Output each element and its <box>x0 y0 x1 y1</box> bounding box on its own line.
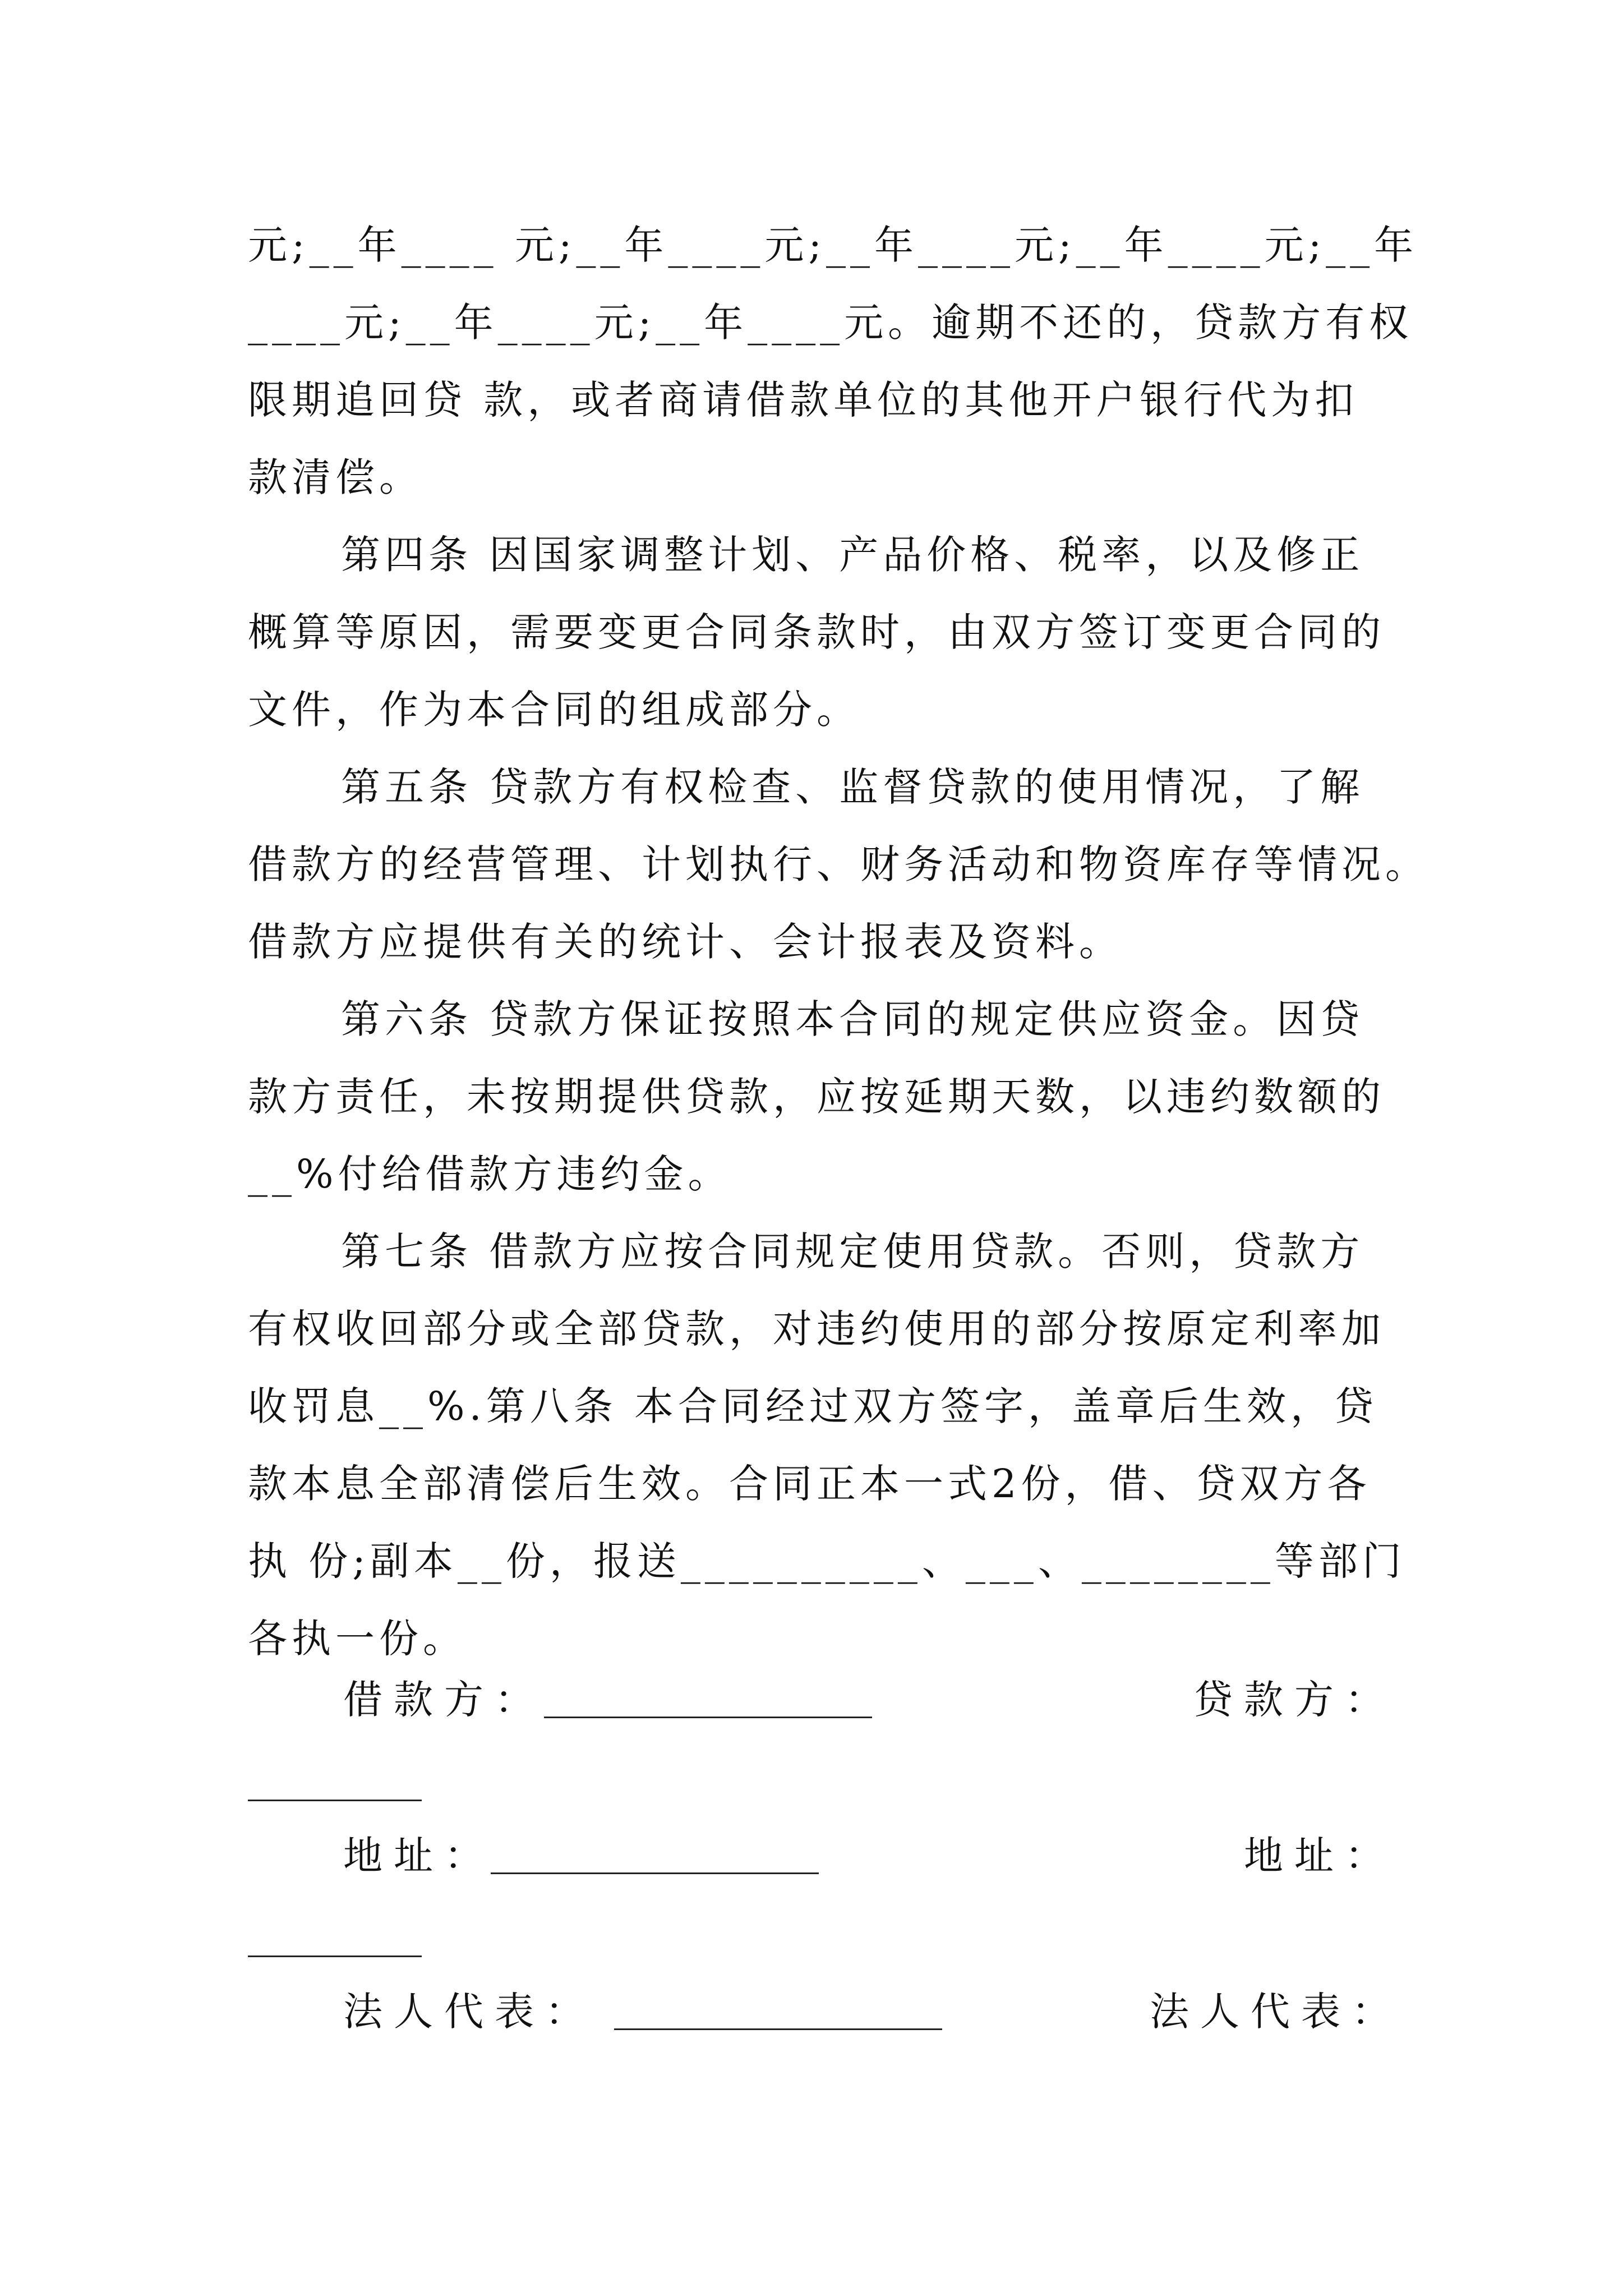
paragraph-line: 款本息全部清偿后生效。合同正本一式2份，借、贷双方各 <box>248 1461 1371 1507</box>
paragraph-line: __%付给借款方违约金。 <box>248 1151 732 1197</box>
paragraph-line: 借款方应提供有关的统计、会计报表及资料。 <box>248 919 1123 965</box>
article-6-heading-line: 第六条 贷款方保证按照本合同的规定供应资金。因贷 <box>341 996 1364 1042</box>
paragraph-line: 款方责任，未按期提供贷款，应按延期天数，以违约数额的 <box>248 1074 1385 1120</box>
paragraph-line: 文件，作为本合同的组成部分。 <box>248 687 860 733</box>
borrower-legal-rep-label: 法人代表： <box>343 1989 596 2035</box>
lender-address-line <box>248 1955 422 1957</box>
paragraph-line: 借款方的经营管理、计划执行、财务活动和物资库存等情况。 <box>248 841 1429 887</box>
lender-legal-rep-label: 法人代表： <box>1150 1989 1402 2035</box>
paragraph-line: 款清偿。 <box>248 454 423 500</box>
lender-label: 贷款方： <box>1193 1677 1395 1723</box>
paragraph-line: 各执一份。 <box>248 1616 467 1662</box>
paragraph-line: 元;__年____ 元;__年____元;__年____元;__年____元;__年 <box>248 222 1418 268</box>
lender-signature-line <box>248 1800 422 1801</box>
borrower-label: 借款方： <box>343 1677 545 1723</box>
paragraph-line: 收罚息__%.第八条 本合同经过双方签字，盖章后生效，贷 <box>248 1383 1378 1429</box>
paragraph-line: 限期追回贷 款，或者商请借款单位的其他开户银行代为扣 <box>248 377 1359 423</box>
borrower-signature-line <box>544 1717 872 1718</box>
borrower-legal-rep-line <box>614 2028 942 2030</box>
paragraph-line: ____元;__年____元;__年____元。逾期不还的，贷款方有权 <box>248 300 1413 346</box>
borrower-address-line <box>491 1872 819 1874</box>
borrower-address-label: 地址： <box>343 1833 495 1879</box>
article-4-heading-line: 第四条 因国家调整计划、产品价格、税率，以及修正 <box>341 532 1364 578</box>
lender-address-label: 地址： <box>1244 1833 1395 1879</box>
paragraph-line: 执 份;副本__份，报送__________、___、________等部门 <box>248 1538 1406 1584</box>
paragraph-line: 概算等原因，需要变更合同条款时，由双方签订变更合同的 <box>248 609 1385 655</box>
article-7-heading-line: 第七条 借款方应按合同规定使用贷款。否则，贷款方 <box>341 1228 1364 1274</box>
paragraph-line: 有权收回部分或全部贷款，对违约使用的部分按原定利率加 <box>248 1306 1385 1352</box>
article-5-heading-line: 第五条 贷款方有权检查、监督贷款的使用情况，了解 <box>341 764 1364 810</box>
